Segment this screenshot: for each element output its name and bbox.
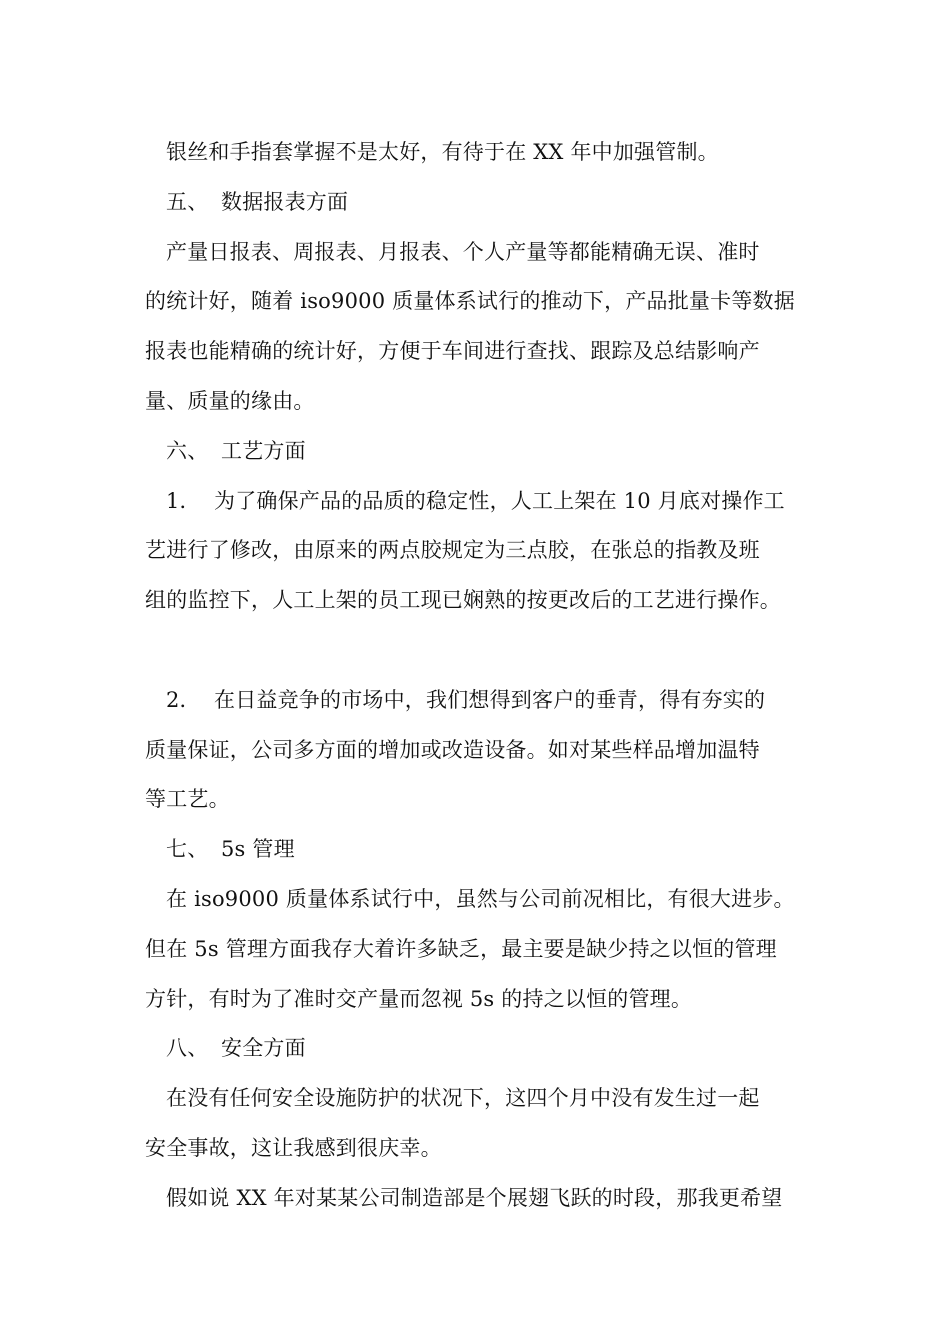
paragraph-line: 组的监控下，人工上架的员工现已娴熟的按更改后的工艺进行操作。: [145, 588, 781, 613]
document-body: [145, 128, 815, 1224]
section-number: 六、: [166, 438, 209, 463]
list-item-text: 为了确保产品的品质的稳定性，人工上架在 10 月底对操作工: [214, 488, 785, 513]
list-item-text: 在日益竞争的市场中，我们想得到客户的垂青，得有夯实的: [214, 687, 766, 712]
section-title: 工艺方面: [221, 438, 306, 463]
paragraph-line: 量、质量的缘由。: [145, 388, 315, 413]
section-title: 安全方面: [221, 1036, 306, 1061]
paragraph-line: 在 iso9000 质量体系试行中，虽然与公司前况相比，有很大进步。: [166, 886, 795, 911]
paragraph-line: 质量保证，公司多方面的增加或改造设备。如对某些样品增加温特: [145, 737, 760, 762]
list-item-2: [145, 676, 815, 726]
paragraph-line: 在没有任何安全设施防护的状况下，这四个月中没有发生过一起: [166, 1086, 760, 1111]
paragraph-line: 报表也能精确的统计好，方便于车间进行查找、跟踪及总结影响产: [145, 339, 760, 364]
paragraph-line: 的统计好，随着 iso9000 质量体系试行的推动下，产品批量卡等数据: [145, 289, 795, 314]
paragraph-line: 安全事故，这让我感到很庆幸。: [145, 1135, 442, 1160]
paragraph-line: 艺进行了修改，由原来的两点胶规定为三点胶，在张总的指教及班: [145, 538, 760, 563]
list-number: 2．: [166, 687, 201, 712]
list-item-1: [145, 477, 815, 527]
list-number: 1．: [166, 488, 201, 513]
paragraph-line: 但在 5s 管理方面我存大着许多缺乏，最主要是缺少持之以恒的管理: [145, 936, 777, 961]
section-number: 五、: [166, 189, 209, 214]
paragraph-line: 产量日报表、周报表、月报表、个人产量等都能精确无误、准时: [166, 239, 760, 264]
section-heading-7: [145, 825, 815, 875]
section-number: 七、: [166, 837, 209, 862]
blank-line: [145, 626, 815, 676]
section-heading-5: [145, 178, 815, 228]
paragraph-continuation: 银丝和手指套掌握不是太好，有待于在 XX 年中加强管制。: [166, 140, 719, 164]
paragraph-line: 假如说 XX 年对某某公司制造部是个展翅飞跃的时段，那我更希望: [166, 1185, 783, 1210]
section-number: 八、: [166, 1036, 209, 1061]
paragraph-line: 等工艺。: [145, 787, 230, 812]
section-heading-6: [145, 427, 815, 477]
section-heading-8: [145, 1024, 815, 1074]
section-title: 5s 管理: [221, 837, 295, 862]
section-title: 数据报表方面: [221, 189, 349, 214]
paragraph-line: 方针，有时为了准时交产量而忽视 5s 的持之以恒的管理。: [145, 986, 693, 1011]
